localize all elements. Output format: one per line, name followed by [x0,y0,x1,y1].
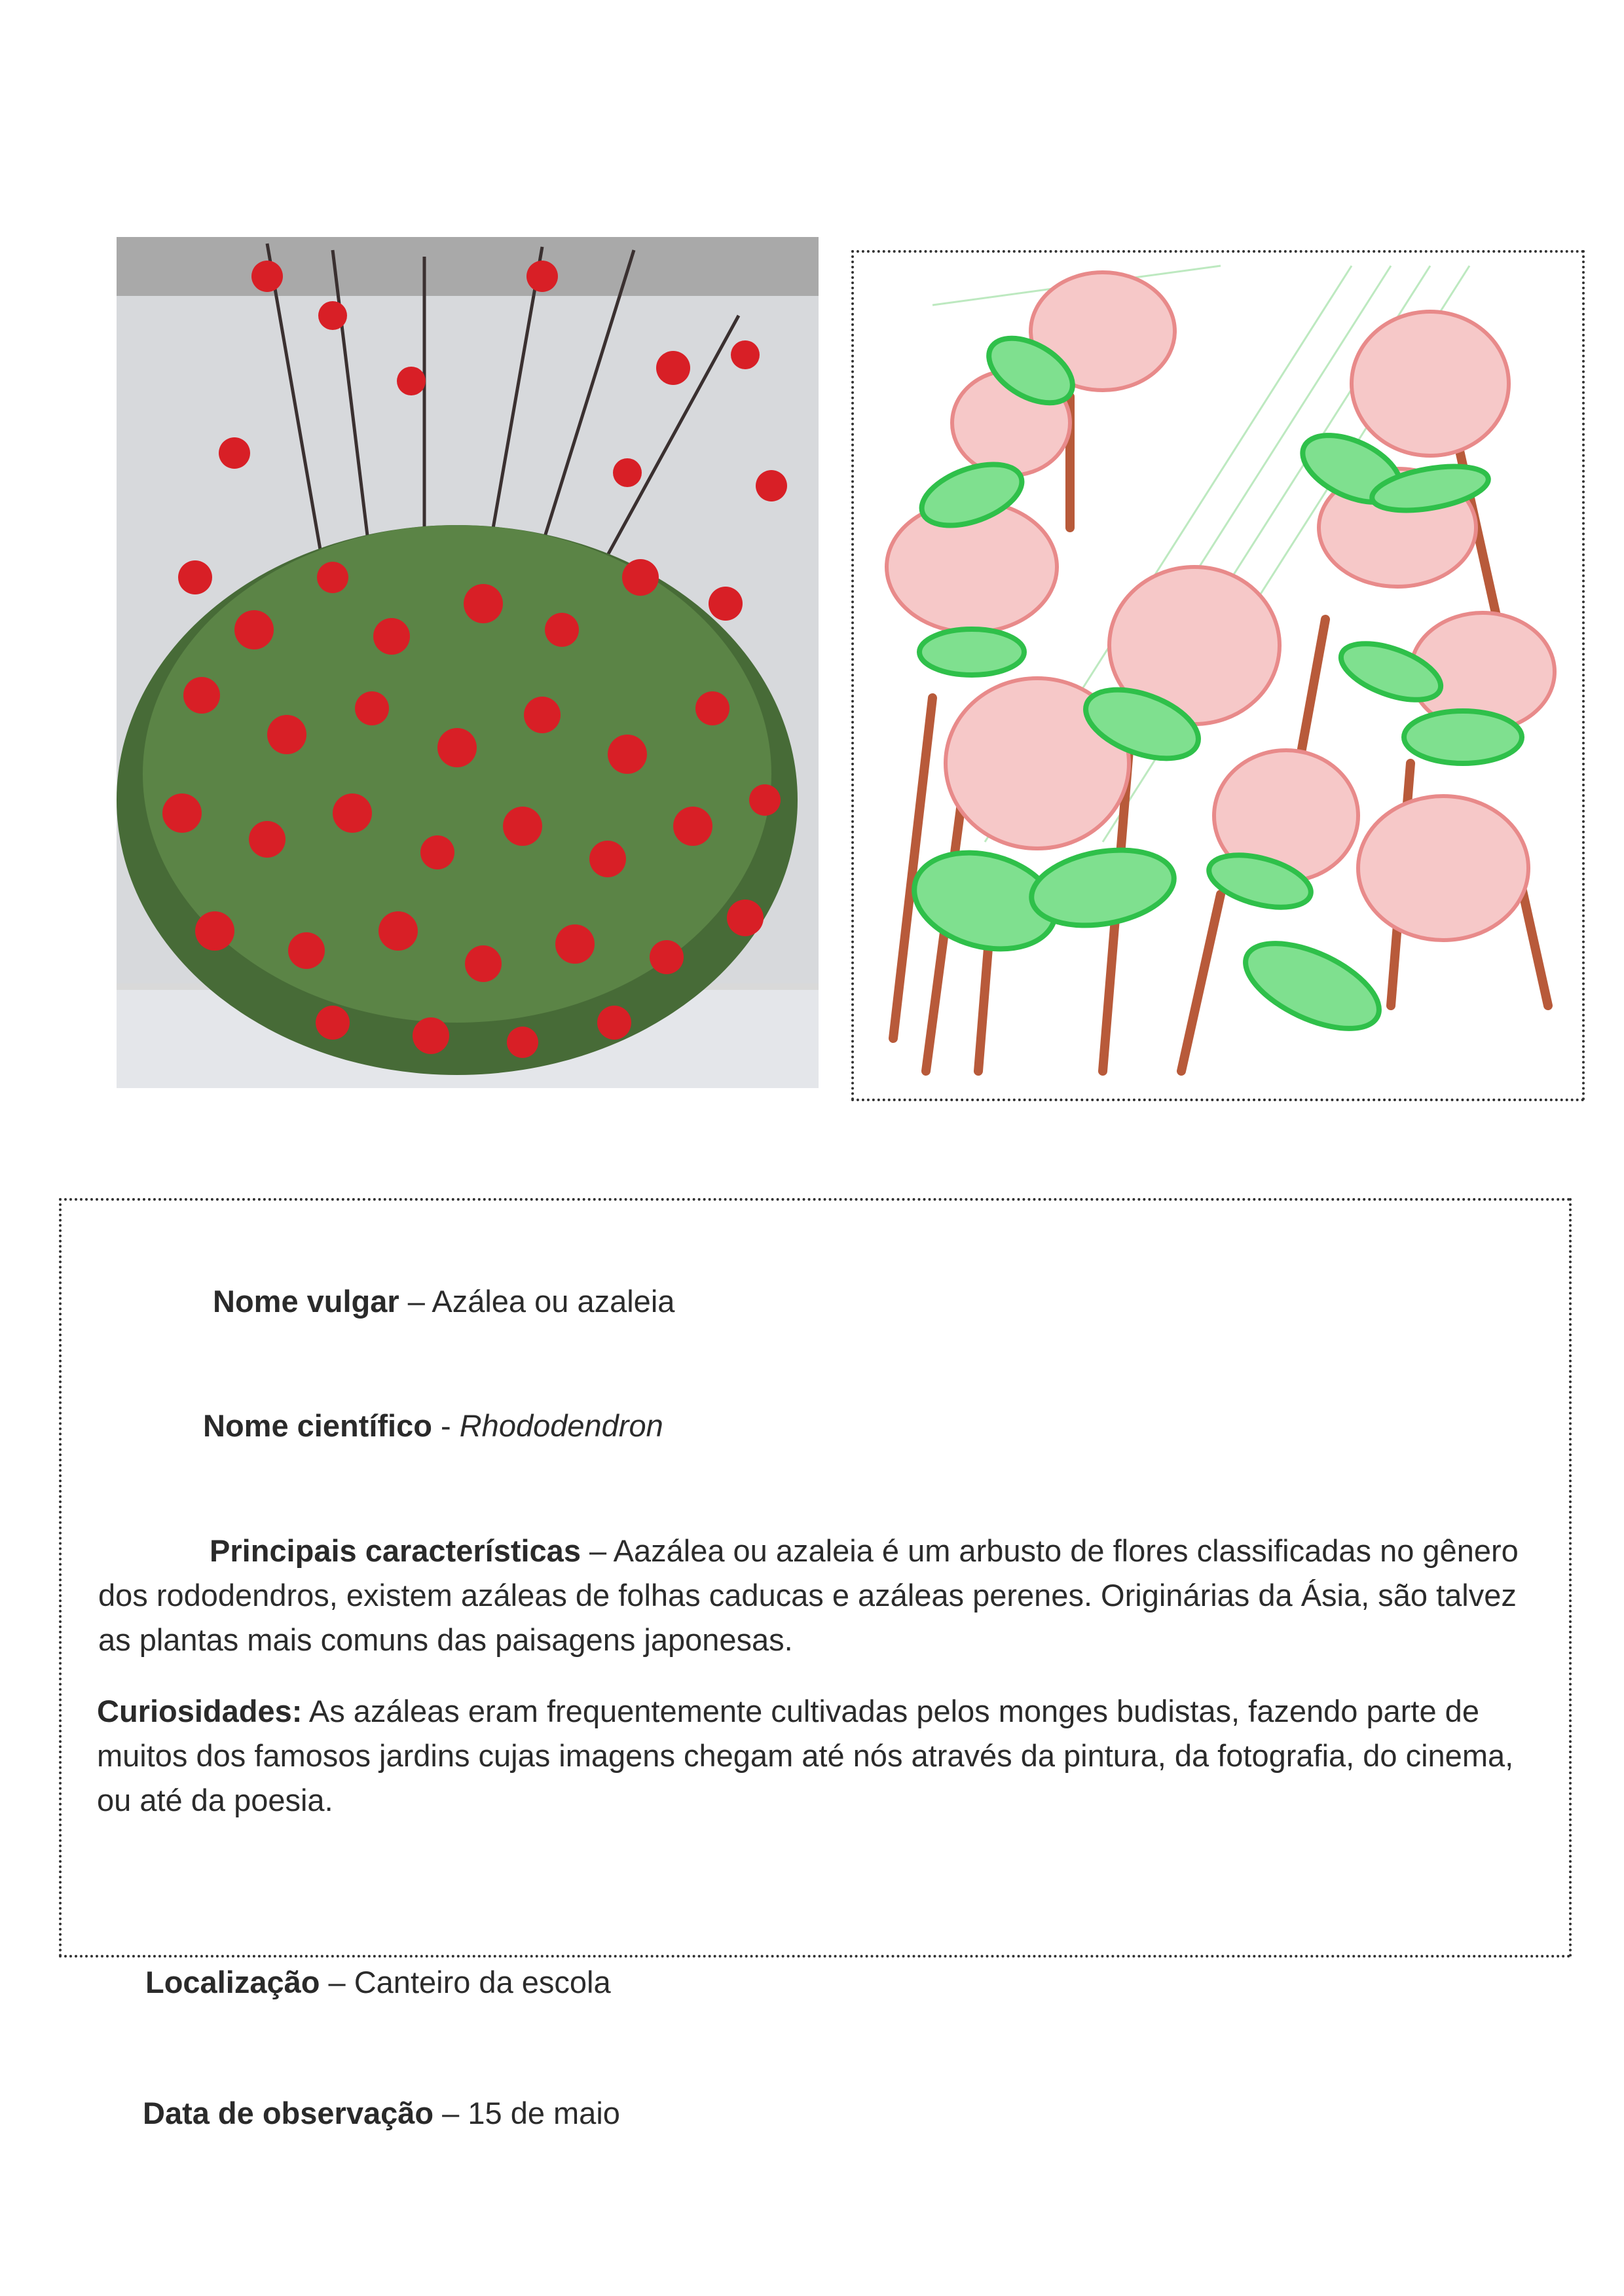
curiosidades-value: As azáleas eram frequentemente cultivadas pelos monges budistas, fazendo parte de muitos dos famosos jardins cujas imagens chegam até nós através da pintura, da fotografia, do cinema, ou até da poesia. [97,1694,1514,1817]
nome-vulgar-label: Nome vulgar [213,1284,399,1319]
caracteristicas-label: Principais características [210,1533,581,1568]
nome-vulgar-value: Azálea ou azaleia [432,1284,675,1319]
localizacao-field [145,1964,611,2001]
nome-cientifico-value: Rhododendron [459,1408,663,1443]
curiosidades-field [97,1689,1518,1823]
localizacao-value: Canteiro da escola [354,1965,611,1999]
nome-cientifico-separator: - [432,1408,460,1443]
azalea-crayon-drawing-icon [854,253,1582,1099]
azalea-drawing [851,250,1585,1101]
data-observacao-label: Data de observação [143,2096,434,2130]
nome-vulgar-separator: – [399,1284,432,1319]
caracteristicas-value: Aazálea ou azaleia é um arbusto de flores classificadas no gênero dos rododendros, existem azáleas de folhas caducas e azáleas perenes. Originárias da Ásia, são talvez as plantas mais comuns das paisagens japonesas. [98,1533,1519,1657]
nome-cientifico-field [203,1408,663,1444]
nome-cientifico-label: Nome científico [203,1408,432,1443]
localizacao-label: Localização [145,1965,320,1999]
caracteristicas-separator: – [580,1533,614,1568]
data-observacao-value: 15 de maio [468,2096,620,2130]
curiosidades-label: Curiosidades: [97,1694,303,1728]
data-observacao-separator: – [434,2096,468,2130]
azalea-bush-photo-icon [117,237,819,1088]
localizacao-separator: – [320,1965,354,1999]
nome-vulgar-field [213,1283,674,1320]
curiosidades-separator [302,1694,308,1728]
data-observacao-field [143,2095,620,2132]
azalea-photo [117,237,819,1088]
caracteristicas-field [98,1529,1519,1662]
